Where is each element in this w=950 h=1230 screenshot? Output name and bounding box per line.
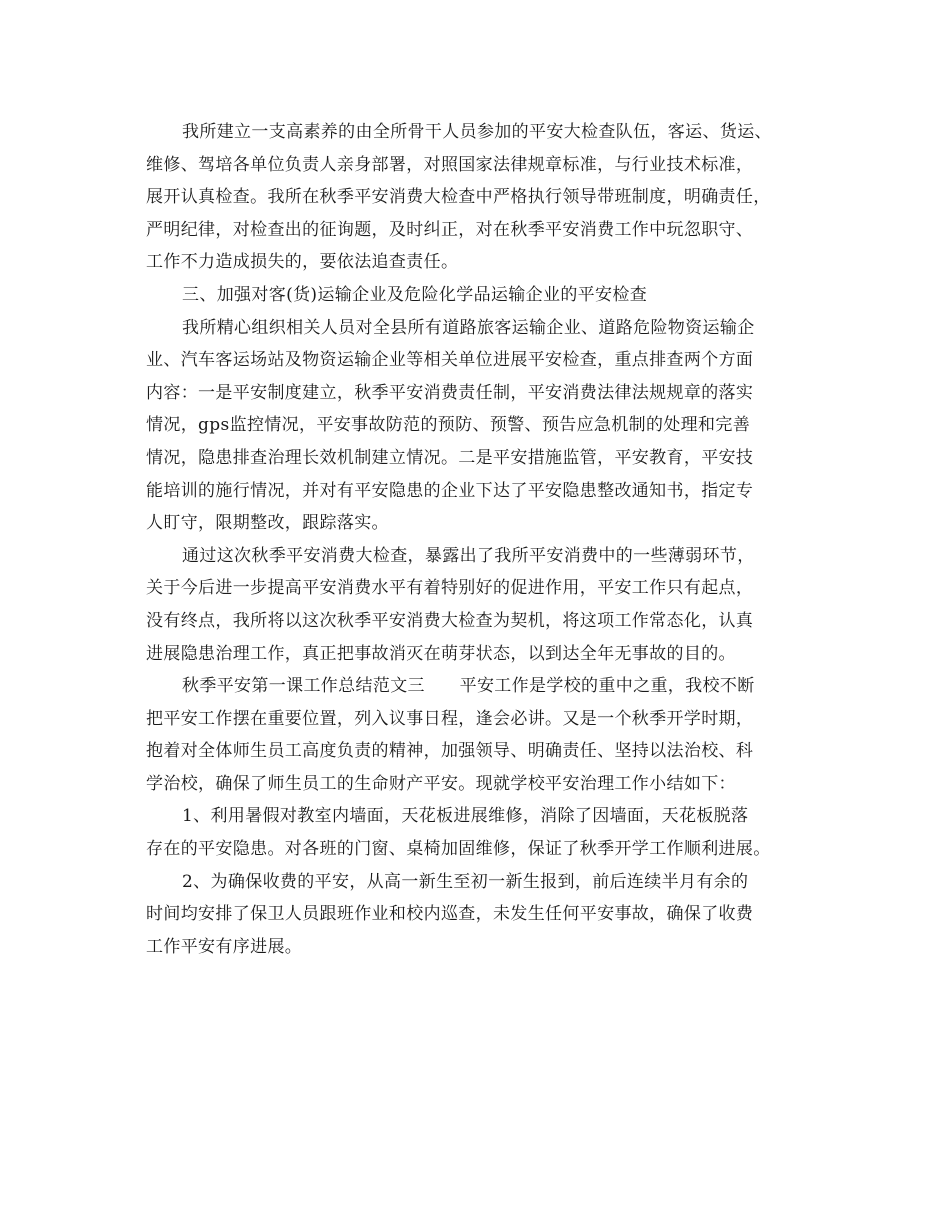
text-line: 我所精心组织相关人员对全县所有道路旅客运输企业、道路危险物资运输企 xyxy=(182,317,755,338)
paragraph-inspection-team xyxy=(146,116,816,279)
text-line: 人盯守，限期整改，跟踪落实。 xyxy=(146,513,389,534)
text-line: 把平安工作摆在重要位置，列入议事日程，逢会必讲。又是一个秋季开学时期， xyxy=(146,708,754,729)
text-line: 2、为确保收费的平安，从高一新生至初一新生报到，前后连续半月有余的 xyxy=(182,871,749,892)
text-line: 情况，隐患排查治理长效机制建立情况。二是平安措施监管，平安教育，平安技 xyxy=(146,447,754,468)
text-line: 业、汽车客运场站及物资运输企业等相关单位进展平安检查，重点排查两个方面 xyxy=(146,350,754,371)
text-line: 通过这次秋季平安消费大检查，暴露出了我所平安消费中的一些薄弱环节， xyxy=(182,545,755,566)
list-item-1 xyxy=(146,800,816,865)
section-heading-text: 三、加强对客(货)运输企业及危险化学品运输企业的平安检查 xyxy=(182,284,648,305)
text-line: 我所建立一支高素养的由全所骨干人员参加的平安大检查队伍，客运、货运、 xyxy=(182,122,772,142)
document-body xyxy=(146,116,816,963)
section-heading xyxy=(146,279,816,312)
text-line: 进展隐患治理工作，真正把事故消灭在萌芽状态，以到达全年无事故的目的。 xyxy=(146,643,736,664)
text-line: 学治校，确保了师生员工的生命财产平安。现就学校平安治理工作小结如下： xyxy=(146,773,736,794)
paragraph-conclusion xyxy=(146,540,816,670)
paragraph-sample-three xyxy=(146,670,816,800)
text-line: 工作平安有序进展。 xyxy=(146,936,303,957)
text-line: 内容：一是平安制度建立，秋季平安消费责任制，平安消费法律法规规章的落实 xyxy=(146,382,754,403)
text-line: 抱着对全体师生员工高度负责的精神，加强领导、明确责任、坚持以法治校、科 xyxy=(146,741,754,762)
text-line: 展开认真检查。我所在秋季平安消费大检查中严格执行领导带班制度，明确责任， xyxy=(146,187,771,208)
text-line: 秋季平安第一课工作总结范文三 平安工作是学校的重中之重，我校不断 xyxy=(182,676,755,697)
text-line: 关于今后进一步提高平安消费水平有着特别好的促进作用，平安工作只有起点， xyxy=(146,578,754,599)
text-line: 1、利用暑假对教室内墙面，天花板进展维修，消除了因墙面，天花板脱落 xyxy=(182,806,749,827)
text-line: 严明纪律，对检查出的征询题，及时纠正，对在秋季平安消费工作中玩忽职守、 xyxy=(146,219,754,240)
paragraph-enterprise-inspection xyxy=(146,312,816,540)
text-line: 存在的平安隐患。对各班的门窗、桌椅加固维修，保证了秋季开学工作顺利进展。 xyxy=(146,839,771,860)
text-line: 维修、驾培各单位负责人亲身部署，对照国家法律规章标准，与行业技术标准， xyxy=(146,154,754,175)
text-line: 没有终点，我所将以这次秋季平安消费大检查为契机，将这项工作常态化，认真 xyxy=(146,610,754,631)
list-item-2 xyxy=(146,866,816,964)
text-line: 时间均安排了保卫人员跟班作业和校内巡查，未发生任何平安事故，确保了收费 xyxy=(146,904,754,925)
text-line: 情况，gps监控情况，平安事故防范的预防、预警、预告应急机制的处理和完善 xyxy=(146,415,751,436)
text-line: 工作不力造成损失的，要依法追查责任。 xyxy=(146,252,459,273)
text-line: 能培训的施行情况，并对有平安隐患的企业下达了平安隐患整改通知书，指定专 xyxy=(146,480,754,501)
